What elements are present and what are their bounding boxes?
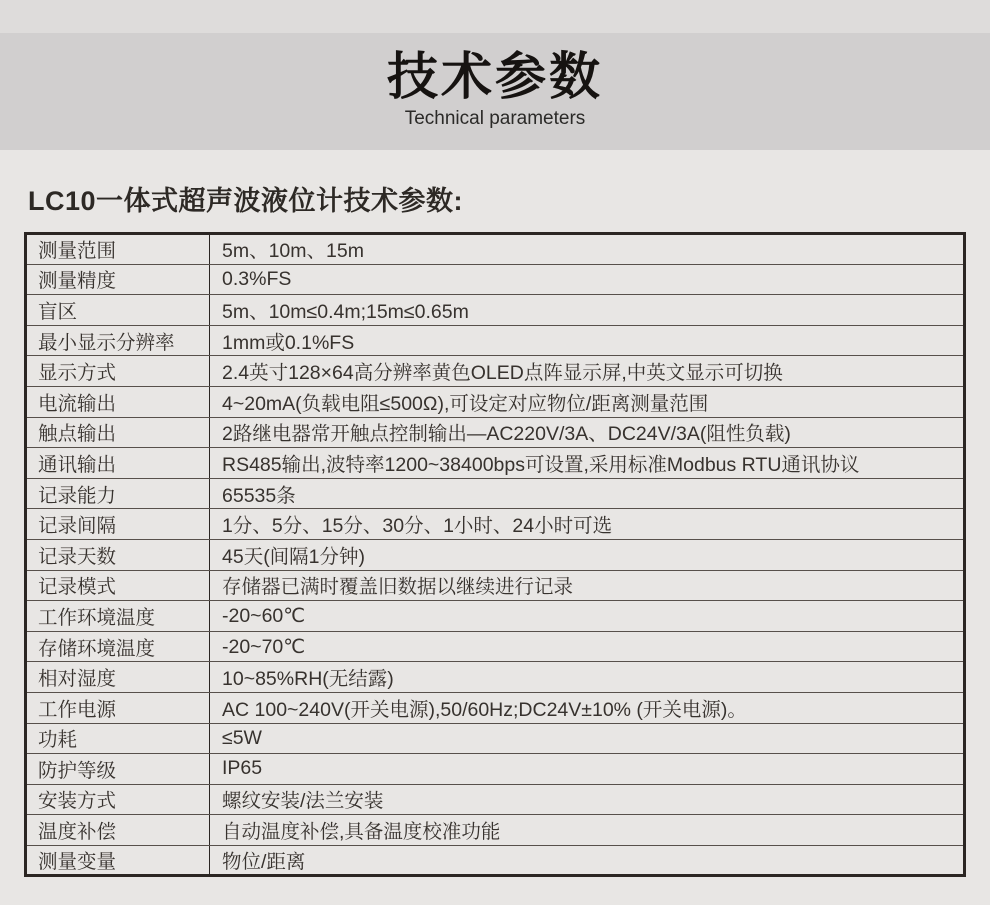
table-row (26, 815, 965, 846)
param-label: 最小显示分辨率 (26, 325, 210, 356)
param-value: 存储器已满时覆盖旧数据以继续进行记录 (210, 570, 965, 601)
param-label: 通讯输出 (26, 448, 210, 479)
param-value: 物位/距离 (210, 845, 965, 876)
param-label: 工作环境温度 (26, 601, 210, 632)
table-row (26, 754, 965, 785)
param-label: 工作电源 (26, 692, 210, 723)
table-row (26, 662, 965, 693)
param-label: 安装方式 (26, 784, 210, 815)
page-title: 技术参数 (386, 48, 603, 105)
param-value: 4~20mA(负载电阻≤500Ω),可设定对应物位/距离测量范围 (210, 386, 965, 417)
table-row (26, 386, 965, 417)
page-subtitle: Technical parameters (404, 108, 586, 130)
table-row (26, 570, 965, 601)
param-value: 10~85%RH(无结露) (210, 662, 965, 693)
table-row (26, 234, 965, 265)
param-label: 电流输出 (26, 386, 210, 417)
param-value: 0.3%FS (210, 264, 965, 295)
param-value: 2.4英寸128×64高分辨率黄色OLED点阵显示屏,中英文显示可切换 (210, 356, 965, 387)
table-row (26, 539, 965, 570)
table-row (26, 478, 965, 509)
spec-table (24, 232, 966, 877)
param-label: 测量精度 (26, 264, 210, 295)
param-label: 盲区 (26, 295, 210, 326)
param-label: 记录天数 (26, 539, 210, 570)
param-label: 记录间隔 (26, 509, 210, 540)
param-value: 5m、10m≤0.4m;15m≤0.65m (210, 295, 965, 326)
table-row (26, 264, 965, 295)
table-row (26, 356, 965, 387)
param-label: 测量变量 (26, 845, 210, 876)
table-row (26, 723, 965, 754)
param-label: 记录能力 (26, 478, 210, 509)
param-value: ≤5W (210, 723, 965, 754)
param-value: IP65 (210, 754, 965, 785)
param-value: 1分、5分、15分、30分、1小时、24小时可选 (210, 509, 965, 540)
param-label: 存储环境温度 (26, 631, 210, 662)
param-value: 自动温度补偿,具备温度校准功能 (210, 815, 965, 846)
param-value: RS485输出,波特率1200~38400bps可设置,采用标准Modbus RTU通讯协议 (210, 448, 965, 479)
param-value: 1mm或0.1%FS (210, 325, 965, 356)
section-heading: LC10一体式超声波液位计技术参数: (28, 186, 464, 216)
table-row (26, 631, 965, 662)
table-row (26, 784, 965, 815)
top-strip (0, 0, 990, 33)
param-label: 触点输出 (26, 417, 210, 448)
param-value: 5m、10m、15m (210, 234, 965, 265)
param-label: 记录模式 (26, 570, 210, 601)
param-label: 防护等级 (26, 754, 210, 785)
param-value: -20~70℃ (210, 631, 965, 662)
param-label: 测量范围 (26, 234, 210, 265)
table-row (26, 509, 965, 540)
content-area (0, 186, 990, 877)
table-row (26, 325, 965, 356)
param-value: 65535条 (210, 478, 965, 509)
table-row (26, 692, 965, 723)
param-label: 功耗 (26, 723, 210, 754)
param-label: 显示方式 (26, 356, 210, 387)
table-row (26, 601, 965, 632)
table-row (26, 448, 965, 479)
table-row (26, 417, 965, 448)
param-value: 螺纹安装/法兰安装 (210, 784, 965, 815)
table-row (26, 295, 965, 326)
param-value: -20~60℃ (210, 601, 965, 632)
param-label: 温度补偿 (26, 815, 210, 846)
param-value: AC 100~240V(开关电源),50/60Hz;DC24V±10% (开关电源)。 (210, 692, 965, 723)
spec-table-body (26, 234, 965, 876)
param-label: 相对湿度 (26, 662, 210, 693)
param-value: 45天(间隔1分钟) (210, 539, 965, 570)
table-row (26, 845, 965, 876)
param-value: 2路继电器常开触点控制输出—AC220V/3A、DC24V/3A(阻性负载) (210, 417, 965, 448)
title-band (0, 33, 990, 150)
